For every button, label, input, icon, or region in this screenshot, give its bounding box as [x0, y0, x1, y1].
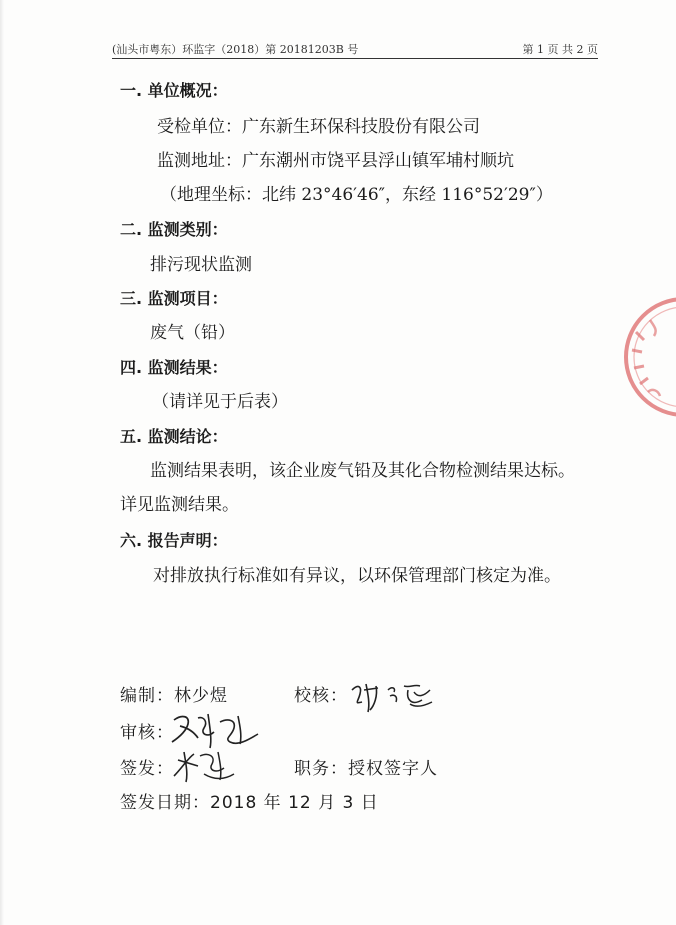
section-6-heading: 六. 报告声明：	[120, 531, 228, 550]
reviewer-label: 审核：	[120, 723, 174, 743]
conclusion-text: 监测结果表明，该企业废气铅及其化合物检测结果达标。	[150, 461, 575, 481]
page-indicator: 第 1 页 共 2 页	[522, 43, 598, 56]
geo-coordinates: （地理坐标：北纬 23°46′46″，东经 116°52′29″）	[160, 185, 553, 205]
report-number: (汕头市粤东）环监字（2018）第 20181203B 号	[112, 43, 359, 56]
inspected-unit-label: 受检单位：	[157, 117, 242, 137]
page-header	[112, 38, 598, 58]
issuer-label: 签发：	[120, 759, 174, 779]
monitoring-address-row	[157, 150, 514, 172]
checker-label: 校核：	[294, 686, 348, 706]
inspected-unit-row	[157, 116, 480, 138]
issuer-position: 职务：授权签字人	[294, 759, 438, 779]
conclusion-see-results: 详见监测结果。	[120, 495, 239, 515]
issue-date: 签发日期：2018 年 12 月 3 日	[120, 793, 379, 813]
section-4-heading: 四. 监测结果：	[120, 358, 228, 377]
issuer-signature	[170, 746, 240, 786]
checker-signature	[348, 676, 438, 716]
section-5-heading: 五. 监测结论：	[120, 427, 228, 446]
header-divider	[112, 58, 598, 59]
monitoring-address-value: 广东潮州市饶平县浮山镇军埔村顺坑	[242, 151, 514, 171]
scan-edge-shadow	[0, 0, 4, 925]
inspected-unit-value: 广东新生环保科技股份有限公司	[242, 117, 480, 137]
monitoring-items: 废气（铅）	[150, 323, 235, 343]
compiler-line: 编制：林少煜	[120, 686, 228, 706]
section-2-heading: 二. 监测类别：	[120, 220, 228, 239]
section-1-heading: 一. 单位概况：	[120, 81, 228, 100]
monitoring-results-note: （请详见于后表）	[152, 392, 288, 412]
monitoring-category: 排污现状监测	[150, 255, 252, 275]
report-statement: 对排放执行标准如有异议，以环保管理部门核定为准。	[153, 566, 561, 586]
monitoring-address-label: 监测地址：	[157, 151, 242, 171]
section-3-heading: 三. 监测项目：	[120, 289, 228, 308]
official-seal-stamp	[614, 292, 676, 422]
